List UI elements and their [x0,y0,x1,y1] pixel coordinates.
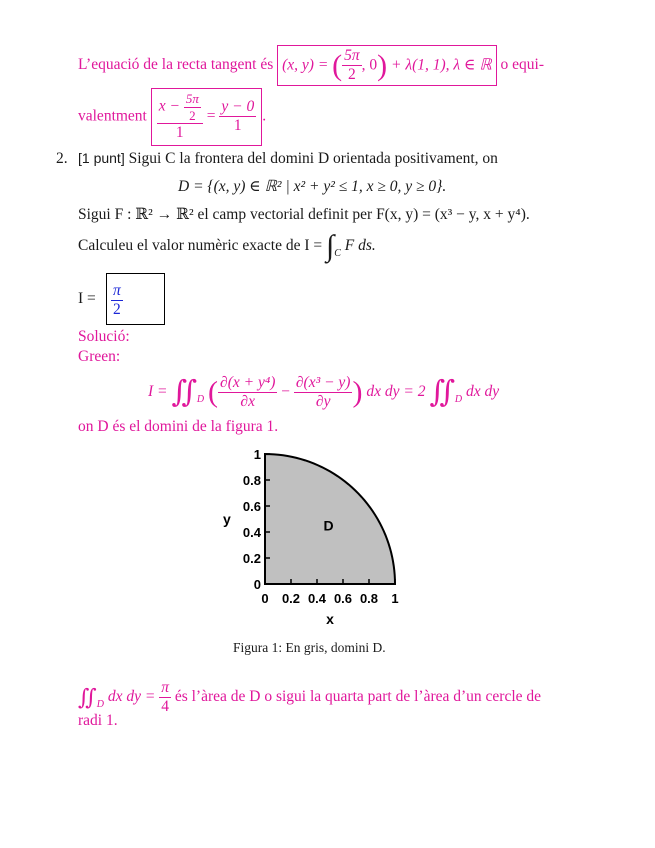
problem-line-2: Sigui F : ℝ² → ℝ² el camp vectorial definit per F(x, y) = (x³ − y, x + y⁴). [78,206,530,223]
x-tick-label: 0.6 [333,591,353,606]
tangent-equation-box: (x, y) = ( $\frac{5\pi}{2}$ , 0) + λ(1, 1), λ ∈ ℝ [277,45,497,87]
y-tick-label: 0.8 [242,473,261,488]
y-tick-label: 0.4 [242,525,261,540]
x-axis-label: x [326,611,334,627]
y-tick-label: 0.2 [242,551,261,566]
x-tick-label: 0 [261,591,269,606]
problem-line-1: [1 punt] Sigui C la frontera del domini D orientada positivament, on [78,150,498,167]
x-tick-label: 0.4 [307,591,327,606]
tangent-rest: + λ(1, 1), λ ∈ ℝ [391,56,492,73]
y-tick-label: 0 [253,577,261,592]
tangent-xy: (x, y) = [282,56,329,73]
solution-where: on D és el domini de la figura 1. [78,418,279,435]
y-tick-label: 0.6 [242,499,261,514]
answer-value: $\frac{\pi}{2}$ [113,282,121,319]
tangent-text-before: L’equació de la recta tangent és [78,56,274,73]
x-tick-label: 0.2 [281,591,301,606]
solution-method: Green: [78,348,121,365]
y-axis-label: y [223,511,231,527]
five-pi-over-two: $\frac{5\pi}{2}$ [344,46,360,83]
region-label: D [323,517,334,534]
partial-2: $\frac{\text{∂(x³ − y)}}{\partial y}$ [295,373,351,410]
x-tick-label: 0.8 [359,591,379,606]
green-equation: $I = ∬_D$ ( $\frac{\text{∂(x + y⁴)}}{\partial x}$ − $\frac{\text{∂(x³ − y)}}{\partial y}$ ) dx dy = 2 $∬_D$ dx dy [148,373,500,410]
problem-line-3: Calculeu el valor numèric exacte de $I = \int_C$ F ds. [78,229,376,263]
conclusion-line-2: radi 1. [78,712,118,729]
domain-definition: D = {(x, y) ∈ ℝ² | x² + y² ≤ 1, x ≥ 0, y ≥ 0}. [178,178,447,195]
x-tick-label: 1 [391,591,399,606]
solution-title: Solució: [78,328,130,345]
x-fraction: x − $\frac{5\pi}{2}$ 1 [157,92,203,142]
equivalent-text: valentment [78,107,147,125]
answer-input-box[interactable] [106,273,165,325]
problem-number: 2. [56,150,68,167]
y-fraction: $\frac{y - 0}{1}$ [221,98,255,135]
domain-figure [215,445,415,630]
conclusion-line-1: $∬_D$ dx dy = $\frac{\pi}{4}$ és l’àrea de D o sigui la quarta part de l’àrea d’un cercle de [78,678,542,715]
problem-points: [1 punt] [78,150,125,166]
partial-1: $\frac{\text{∂(x + y⁴)}}{\partial x}$ [220,373,276,410]
tangent-line-sentence [78,43,544,87]
answer-label: I = [78,290,96,307]
figure-caption: Figura 1: En gris, domini D. [233,640,386,655]
y-tick-label: 1 [253,447,261,462]
tangent-text-after: o equi- [500,56,544,73]
equivalent-sentence: valentment x − $\frac{5\pi}{2}$ 1 = $\frac{y - 0}{1}$ . [78,88,266,140]
equivalent-equation-box: x − $\frac{5\pi}{2}$ 1 = $\frac{y - 0}{1}$ [151,88,262,146]
